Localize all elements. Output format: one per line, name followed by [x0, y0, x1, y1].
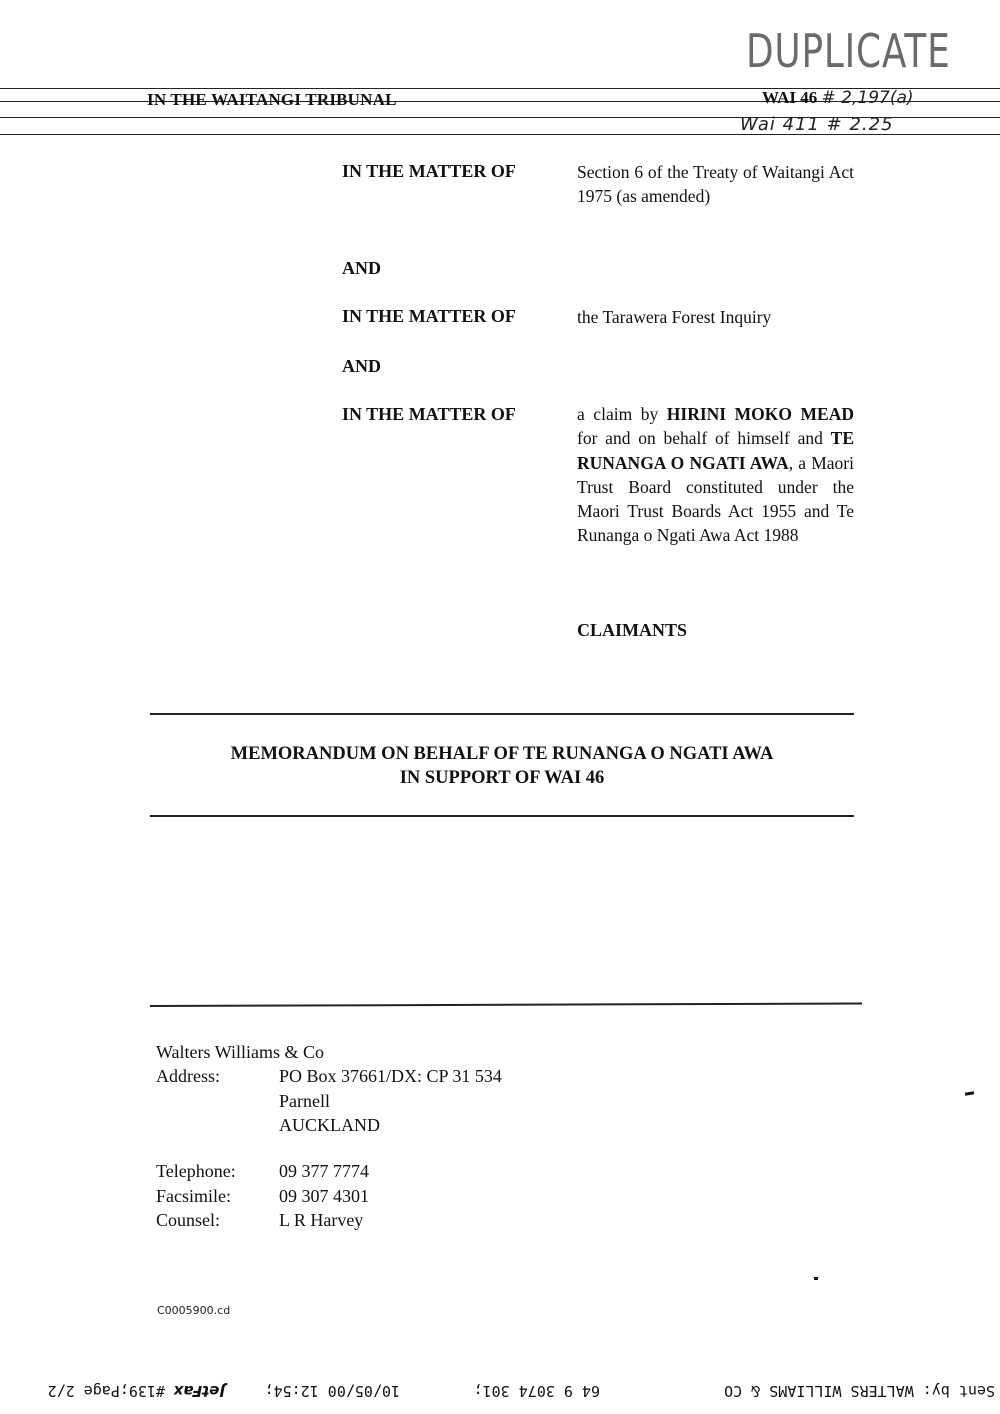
address-row — [156, 1089, 502, 1114]
matter-label-3: IN THE MATTER OF — [342, 404, 516, 424]
claim-text-part-2: for and on behalf of himself and — [577, 428, 831, 449]
court-name: IN THE WAITANGI TRIBUNAL — [147, 90, 397, 109]
memo-title-line-1: MEMORANDUM ON BEHALF OF TE RUNANGA O NGATI AWA — [230, 744, 774, 764]
wai-reference-handwritten: # 2,197(a) — [821, 88, 914, 108]
wai-reference-handwritten-2: Wai 411 # 2.25 — [740, 114, 894, 135]
claimant-name: HIRINI MOKO MEAD — [666, 404, 855, 424]
memo-rule-bottom — [150, 815, 854, 817]
scan-speck — [814, 1277, 818, 1280]
counsel-value: L R Harvey — [279, 1210, 364, 1230]
firm-name: Walters Williams & Co — [156, 1042, 324, 1062]
fax-sent-by: Sent by: WALTERS WILLIAMS & CO — [724, 1382, 995, 1400]
claim-text-part-3: , a Maori Trust Board constituted under the Maori Trust Boards Act 1955 and Te Runanga o Ngati Awa Act 1988 — [577, 452, 854, 546]
footer-rule — [150, 1003, 862, 1007]
matter-label-1: IN THE MATTER OF — [342, 161, 516, 181]
firm-contacts — [156, 1159, 369, 1233]
fax-job-page: #139;Page 2/2 — [47, 1382, 165, 1400]
telephone-value: 09 377 7774 — [279, 1161, 369, 1181]
duplicate-stamp: DUPLICATE — [746, 24, 951, 78]
address-line-1: PO Box 37661/DX: CP 31 534 — [279, 1066, 502, 1086]
address-line-3: AUCKLAND — [279, 1115, 380, 1135]
and-label-1: AND — [342, 258, 381, 278]
address-row — [156, 1064, 502, 1089]
claimant-body: TE RUNANGA O NGATI AWA — [577, 428, 854, 473]
memo-title-line-2: IN SUPPORT OF WAI 46 — [399, 768, 605, 788]
and-label-2: AND — [342, 356, 381, 376]
contact-row-telephone — [156, 1159, 369, 1184]
file-code: C0005900.cd — [157, 1304, 231, 1317]
fax-brand: JetFax — [173, 1382, 225, 1400]
wai-reference — [762, 88, 914, 108]
facsimile-value: 09 307 4301 — [279, 1185, 369, 1206]
matter-text-3 — [577, 402, 854, 548]
facsimile-label: Facsimile: — [156, 1185, 231, 1206]
claimants-label: CLAIMANTS — [577, 620, 688, 640]
address-row — [156, 1113, 502, 1138]
wai-reference-typed: WAI 46 — [762, 88, 818, 107]
address-label: Address: — [156, 1066, 220, 1086]
contact-row-facsimile — [156, 1184, 369, 1209]
telephone-label: Telephone: — [156, 1161, 236, 1181]
matter-text-2: the Tarawera Forest Inquiry — [577, 307, 772, 327]
matter-label-2: IN THE MATTER OF — [342, 306, 516, 326]
contact-row-counsel — [156, 1208, 369, 1233]
memo-title — [150, 742, 854, 790]
address-line-2: Parnell — [279, 1090, 330, 1111]
firm-address — [156, 1064, 502, 1138]
claim-text-part-1: a claim by — [577, 404, 667, 424]
counsel-label: Counsel: — [156, 1210, 221, 1230]
fax-number: 64 9 3074 301; — [473, 1382, 600, 1400]
fax-datetime: 10/05/00 12:54; — [264, 1382, 400, 1400]
matter-text-1: Section 6 of the Treaty of Waitangi Act 1975 (as amended) — [577, 162, 854, 207]
memo-rule-top — [150, 713, 854, 715]
fax-transmission-header — [0, 1378, 1000, 1402]
scan-speck — [965, 1091, 974, 1096]
